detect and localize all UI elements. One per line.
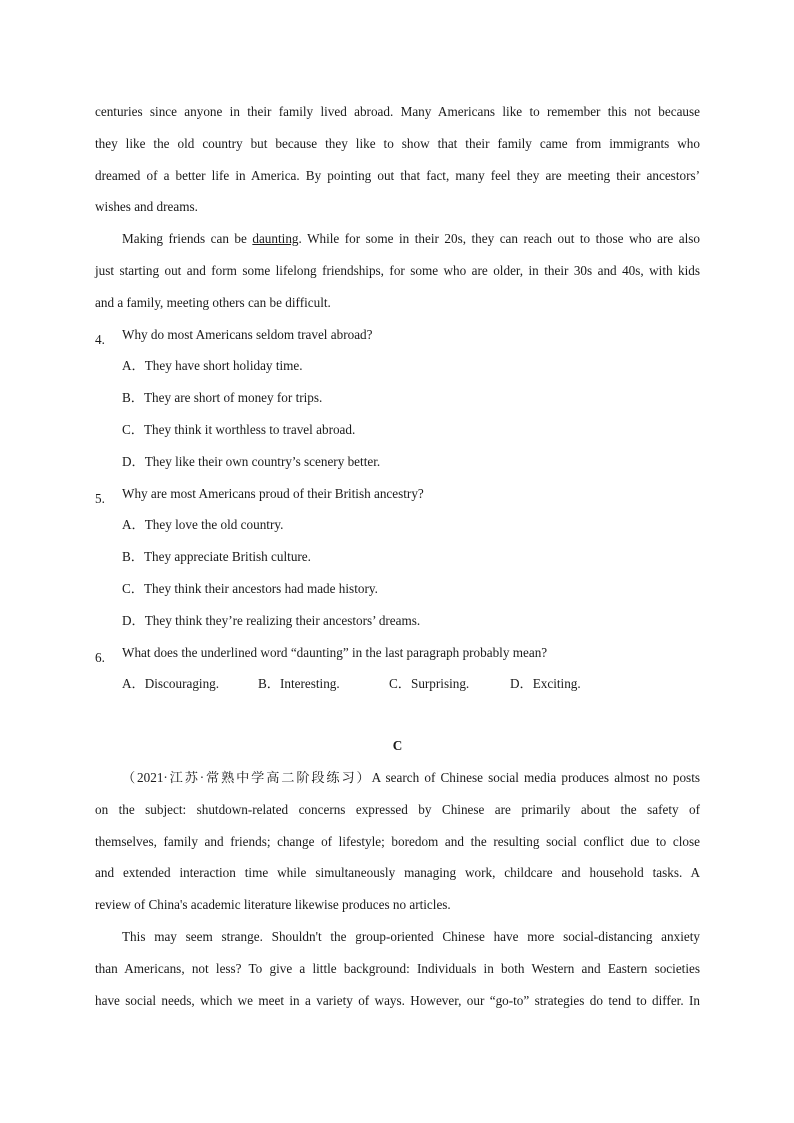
- option-a: A．Discouraging.: [122, 676, 220, 692]
- source-note: （2021·江苏·常熟中学高二阶段练习）: [122, 769, 372, 785]
- option-c: C．Surprising.: [389, 676, 470, 692]
- question-5: [95, 478, 700, 637]
- text-line: dreamed of a better life in America. By pointing out that fact, many feel they are meeting their ancestors’: [95, 167, 700, 183]
- question-6: [95, 637, 700, 701]
- underlined-word-daunting: daunting: [252, 231, 299, 247]
- option-a: A．They have short holiday time.: [122, 358, 303, 374]
- option-a: A．They love the old country.: [122, 517, 284, 533]
- text-line: than Americans, not less? To give a little background: Individuals in both Western and Eastern societies: [95, 960, 700, 976]
- options-row: [95, 668, 700, 700]
- passage-c-paragraph-2: [95, 921, 700, 1016]
- section-heading-c: C: [392, 738, 403, 754]
- option-c: C．They think it worthless to travel abroad.: [122, 421, 356, 437]
- option-b: B．They are short of money for trips.: [122, 390, 323, 406]
- passage-c-paragraph-1: [95, 762, 700, 921]
- text-line: centuries since anyone in their family lived abroad. Many Americans like to remember this not because: [95, 104, 700, 119]
- option-b: B．Interesting.: [258, 676, 340, 692]
- option-b: B．They appreciate British culture.: [122, 549, 311, 565]
- text-line: they like the old country but because they like to show that their family came from immigrants who: [95, 135, 700, 151]
- option-d: D．They like their own country’s scenery better.: [122, 453, 381, 469]
- question-stem: [95, 637, 700, 669]
- text-line: themselves, family and friends; change of lifestyle; boredom and the resulting social conflict due to close: [95, 833, 700, 849]
- text-line: review of China's academic literature likewise produces no articles.: [95, 897, 451, 913]
- question-stem: [95, 478, 700, 510]
- question-4: [95, 319, 700, 478]
- text-line: on the subject: shutdown-related concerns expressed by Chinese are primarily about the safety of: [95, 801, 700, 817]
- question-stem: [95, 319, 700, 351]
- option-d: D．They think they’re realizing their ancestors’ dreams.: [122, 612, 421, 628]
- text-segment: A search of Chinese social media produces almost no posts: [371, 769, 700, 785]
- text-line: and a family, meeting others can be difficult.: [95, 294, 331, 310]
- option-d: D．Exciting.: [510, 676, 581, 692]
- text-segment: . While for some in their 20s, they can reach out to those who are also: [298, 231, 700, 247]
- text-line: This may seem strange. Shouldn't the group-oriented Chinese have more social-distancing anxiety: [122, 928, 700, 944]
- document-page: [95, 96, 700, 1016]
- text-line: just starting out and form some lifelong friendships, for some who are older, in their 30s and 40s, with kids: [95, 262, 700, 278]
- text-segment: Making friends can be: [122, 231, 253, 247]
- question-number: 4.: [95, 331, 105, 347]
- text-line: and extended interaction time while simultaneously managing work, childcare and household tasks. A: [95, 865, 700, 881]
- question-text: What does the underlined word “daunting” in the last paragraph probably mean?: [122, 644, 548, 660]
- question-text: Why do most Americans seldom travel abroad?: [122, 326, 373, 342]
- question-text: Why are most Americans proud of their British ancestry?: [122, 485, 424, 501]
- option-c: C．They think their ancestors had made history.: [122, 580, 378, 596]
- text-line: wishes and dreams.: [95, 199, 198, 215]
- text-line: [95, 223, 700, 255]
- passage-b-paragraph-2: [95, 223, 700, 318]
- text-line: [95, 762, 700, 794]
- question-number: 5.: [95, 490, 105, 506]
- question-number: 6.: [95, 649, 105, 665]
- passage-b-paragraph-1: [95, 96, 700, 223]
- text-line: have social needs, which we meet in a variety of ways. However, our “go-to” strategies do tend to differ. In: [95, 992, 700, 1008]
